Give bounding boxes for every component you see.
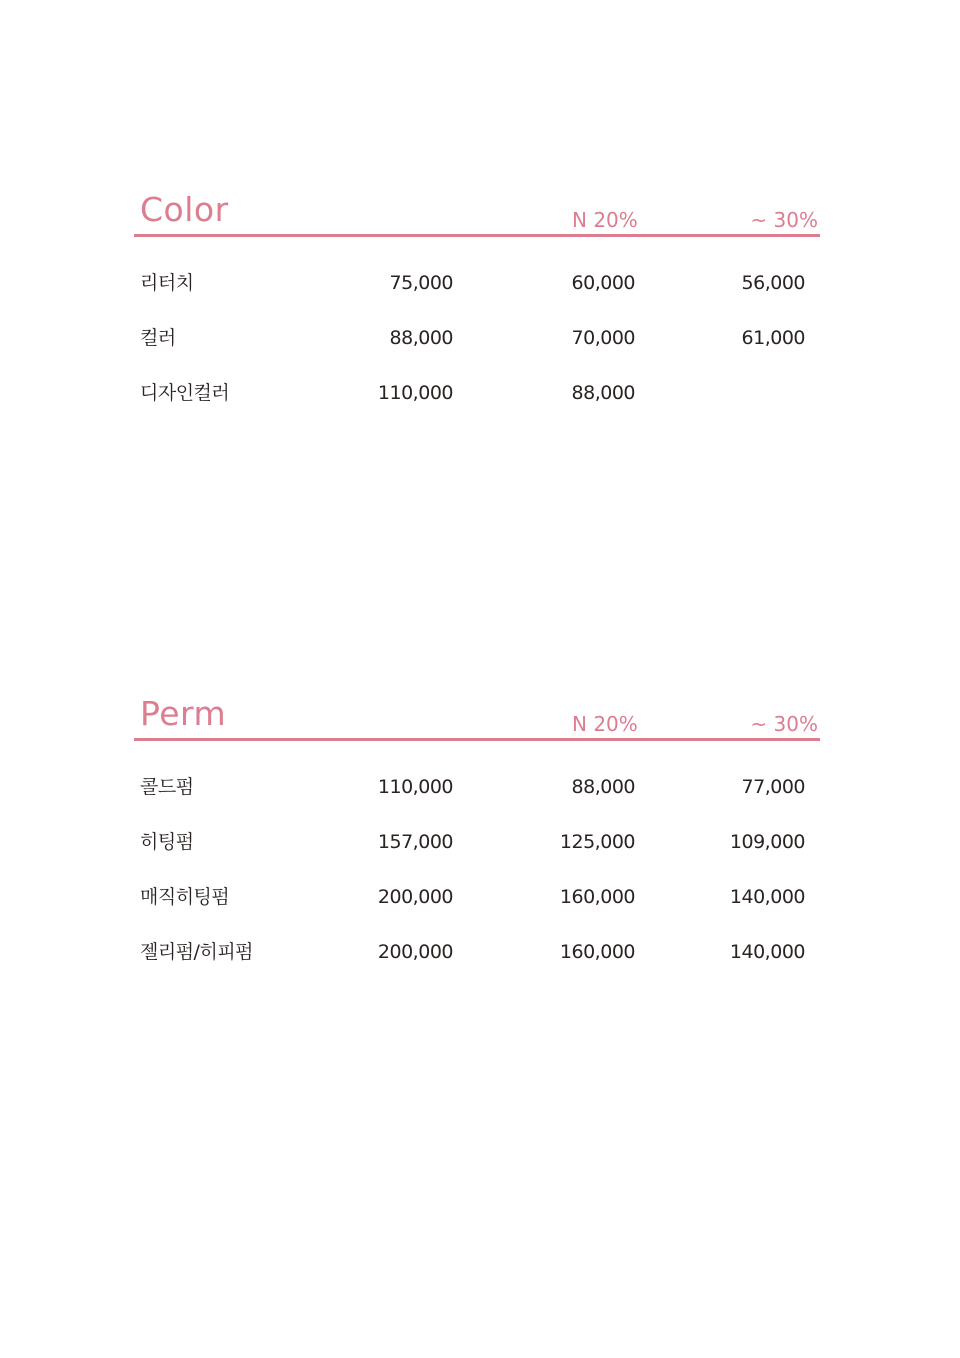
discount-20-price: 88,000	[571, 382, 635, 404]
service-name: 젤리펌/히피펌	[140, 941, 254, 963]
service-name: 컬러	[140, 327, 176, 349]
discount-20-price: 60,000	[571, 272, 635, 294]
perm-section	[134, 692, 820, 980]
discount-20-price: 160,000	[559, 886, 635, 908]
service-name: 히팅펌	[140, 831, 194, 853]
perm-section-header	[134, 692, 820, 742]
regular-price: 157,000	[377, 831, 453, 853]
discount-30-price: 61,000	[741, 327, 805, 349]
price-row-magic-heating-perm	[134, 870, 820, 925]
regular-price: 200,000	[377, 886, 453, 908]
color-col-head-n20: N 20%	[572, 208, 638, 232]
perm-section-title: Perm	[140, 694, 227, 733]
color-section-rule	[134, 234, 820, 237]
price-row-design-color	[134, 366, 820, 421]
discount-30-price: 140,000	[729, 886, 805, 908]
discount-20-price: 70,000	[571, 327, 635, 349]
color-section-title: Color	[140, 190, 229, 229]
discount-20-price: 125,000	[559, 831, 635, 853]
service-name: 매직히팅펌	[140, 886, 230, 908]
discount-30-price: 56,000	[741, 272, 805, 294]
price-row-heating-perm	[134, 815, 820, 870]
service-name: 콜드펌	[140, 776, 194, 798]
perm-section-rule	[134, 738, 820, 741]
color-section	[134, 188, 820, 421]
price-row-retouch	[134, 256, 820, 311]
perm-price-list	[134, 760, 820, 980]
perm-col-head-n20: N 20%	[572, 712, 638, 736]
regular-price: 88,000	[389, 327, 453, 349]
price-row-color	[134, 311, 820, 366]
regular-price: 110,000	[377, 776, 453, 798]
discount-30-price: 140,000	[729, 941, 805, 963]
regular-price: 75,000	[389, 272, 453, 294]
color-price-list	[134, 256, 820, 421]
regular-price: 110,000	[377, 382, 453, 404]
color-section-header	[134, 188, 820, 238]
discount-20-price: 160,000	[559, 941, 635, 963]
regular-price: 200,000	[377, 941, 453, 963]
price-row-jelly-hippie-perm	[134, 925, 820, 980]
discount-30-price: 77,000	[741, 776, 805, 798]
discount-30-price: 109,000	[729, 831, 805, 853]
service-name: 디자인컬러	[140, 382, 230, 404]
discount-20-price: 88,000	[571, 776, 635, 798]
service-name: 리터치	[140, 272, 194, 294]
perm-col-head-30: ~ 30%	[750, 712, 818, 736]
color-col-head-30: ~ 30%	[750, 208, 818, 232]
price-row-cold-perm	[134, 760, 820, 815]
